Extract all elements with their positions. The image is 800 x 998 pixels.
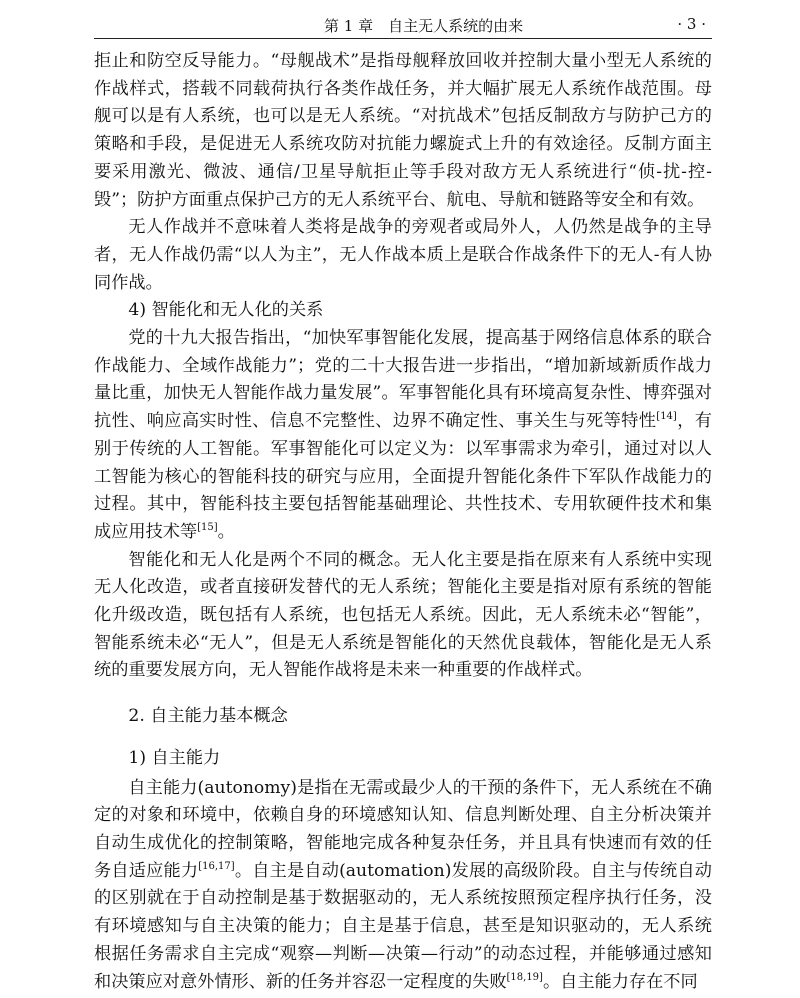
paragraph: 无人作战并不意味着人类将是战争的旁观者或局外人，人仍然是战争的主导者，无人作战仍需“以人为主”，无人作战本质上是联合作战条件下的无人-有人协同作战。 xyxy=(94,217,712,293)
paragraph-text: 。自主是自动(automation)发展的高级阶段。自主与传统自动的区别就在于自动控制是基于数据驱动的，无人系统按照预定程序执行任务，没有环境感知与自主决策的能力；自主是基于信息，甚至是知识驱动的，无人系统根据任务需求自主完成“观察—判断—决策—行动”的动态过程，并能够通过感知和决策应对意外情形、新的任务并容忍一定程度的失败 xyxy=(94,860,712,992)
paragraph: 智能化和无人化是两个不同的概念。无人化主要是指在原来有人系统中实现无人化改造，或者直接研发替代的无人系统；智能化主要是指对原有系统的智能化升级改造，既包括有人系统，也包括无人系统。因此，无人系统未必“智能”，智能系统未必“无人”，但是无人系统是智能化的天然优良载体，智能化是无人系统的重要发展方向，无人智能作战将是未来一种重要的作战样式。 xyxy=(94,549,712,681)
subheading: 1) 自主能力 xyxy=(128,747,221,768)
paragraph-text: 自主能力(autonomy)是指在无需或最少人的干预的条件下，无人系统在不确定的对象和环境中，依赖自身的环境感知认知、信息判断处理、自主分析决策并自动生成优化的控制策略，智能地完成各种复杂任务，并且具有快速而有效的任务自适应能力 xyxy=(94,777,712,881)
paragraph xyxy=(94,325,712,547)
section-heading: 2. 自主能力基本概念 xyxy=(128,706,288,727)
body-text xyxy=(94,48,712,996)
citation: [16,17] xyxy=(198,860,235,872)
paragraph-text: ，有别于传统的人工智能。军事智能化可以定义为：以军事需求为牵引，通过对以人工智能为核心的智能科技的研究与应用，全面提升智能化条件下军队作战能力的过程。其中，智能科技主要包括智能基础理论、共性技术、专用软硬件技术和集成应用技术等 xyxy=(94,411,712,542)
paragraph-text: 党的十九大报告指出，“加快军事智能化发展，提高基于网络信息体系的联合作战能力、全域作战能力”；党的二十大报告进一步指出，“增加新域新质作战力量比重，加快无人智能作战力量发展”。军事智能化具有环境高复杂性、博弈强对抗性、响应高实时性、信息不完整性、边界不确定性、事关生与死等特性 xyxy=(94,328,712,432)
citation: [14] xyxy=(656,411,677,423)
paragraph: 拒止和防空反导能力。“母舰战术”是指母舰释放回收并控制大量小型无人系统的作战样式，搭载不同载荷执行各类作战任务，并大幅扩展无人系统作战范围。母舰可以是有人系统，也可以是无人系统。“对抗战术”包括反制敌方与防护己方的策略和手段，是促进无人系统攻防对抗能力螺旋式上升的有效途径。反制方面主要采用激光、微波、通信/卫星导航拒止等手段对敌方无人系统进行“侦-扰-控-毁”；防护方面重点保护己方的无人系统平台、航电、导航和链路等安全和有效。 xyxy=(94,51,712,210)
citation: [18,19] xyxy=(506,971,543,983)
paragraph-text: 。自主能力存在不同 xyxy=(542,971,698,992)
page-number: · 3 · xyxy=(677,15,706,33)
subheading: 4) 智能化和无人化的关系 xyxy=(128,300,324,321)
citation: [15] xyxy=(197,521,218,533)
paragraph xyxy=(94,775,712,997)
paragraph-text: 。 xyxy=(217,521,235,542)
running-header xyxy=(94,10,712,39)
chapter-title: 第 1 章 自主无人系统的由来 xyxy=(324,17,524,35)
